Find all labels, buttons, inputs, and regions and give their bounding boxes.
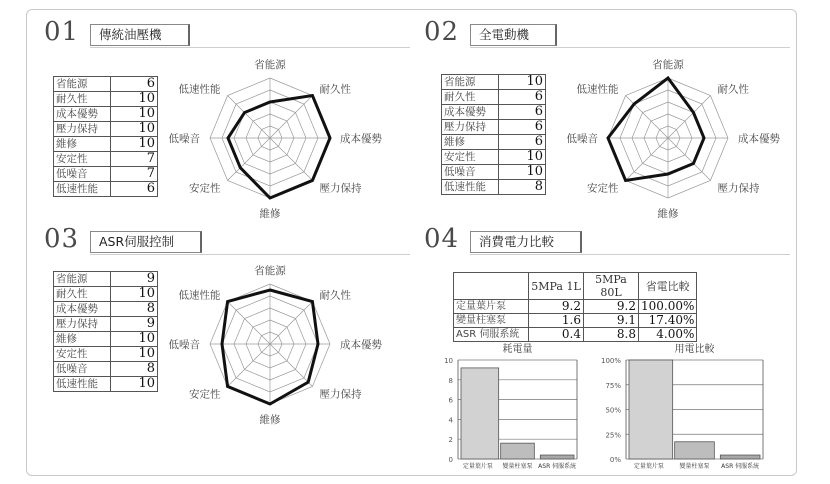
divider bbox=[470, 47, 790, 48]
table-row bbox=[454, 328, 697, 342]
table-row bbox=[454, 300, 697, 314]
bar bbox=[501, 443, 535, 459]
score-value: 7 bbox=[111, 167, 158, 182]
radar-chart-asr bbox=[168, 262, 382, 426]
cell-value: 9.2 bbox=[584, 300, 639, 314]
criterion-label: 耐久性 bbox=[442, 90, 499, 105]
axis-label: 耐久性 bbox=[319, 289, 351, 302]
section-number: 03 bbox=[44, 224, 80, 254]
score-row bbox=[442, 165, 546, 180]
section-title: 傳統油壓機 bbox=[90, 24, 190, 46]
tick-label: 75% bbox=[605, 381, 621, 390]
axis-label: 成本優勢 bbox=[340, 133, 382, 145]
score-table-electric bbox=[441, 74, 546, 195]
score-value: 10 bbox=[111, 92, 158, 107]
category-label: 變量柱塞泵 bbox=[502, 463, 533, 470]
axis-label: 安定性 bbox=[189, 182, 221, 195]
column-header: 省電比較 bbox=[639, 273, 697, 300]
score-row bbox=[442, 120, 546, 135]
cell-value: 9.2 bbox=[529, 300, 584, 314]
criterion-label: 維修 bbox=[442, 135, 499, 150]
divider bbox=[90, 47, 410, 48]
axis-label: 耐久性 bbox=[717, 83, 749, 96]
criterion-label: 安定性 bbox=[442, 150, 499, 165]
bar bbox=[540, 455, 574, 459]
score-value: 10 bbox=[499, 150, 546, 165]
score-row bbox=[54, 362, 158, 377]
row-label: 定量葉片泵 bbox=[454, 300, 529, 314]
criterion-label: 省能源 bbox=[54, 272, 111, 287]
score-row bbox=[54, 122, 158, 137]
criterion-label: 成本優勢 bbox=[54, 107, 111, 122]
score-row bbox=[54, 272, 158, 287]
axis-label: 低噪音 bbox=[168, 339, 200, 351]
criterion-label: 耐久性 bbox=[54, 287, 111, 302]
score-table-asr bbox=[53, 271, 158, 392]
chart-title: 耗電量 bbox=[502, 344, 533, 355]
score-row bbox=[54, 287, 158, 302]
radar-chart-electric bbox=[558, 59, 780, 220]
score-value: 8 bbox=[111, 302, 158, 317]
axis-label: 壓力保持 bbox=[319, 182, 362, 195]
score-row bbox=[442, 180, 546, 195]
score-value: 6 bbox=[499, 105, 546, 120]
cell-value: 8.8 bbox=[584, 328, 639, 342]
score-row bbox=[54, 137, 158, 152]
bar-chart-consumption bbox=[440, 342, 590, 472]
score-row bbox=[54, 167, 158, 182]
axis-label: 維修 bbox=[259, 208, 281, 220]
axis-label: 成本優勢 bbox=[340, 339, 382, 351]
axis-label: 省能源 bbox=[652, 59, 684, 71]
score-value: 8 bbox=[499, 180, 546, 195]
tick-label: 4 bbox=[448, 416, 453, 425]
score-value: 9 bbox=[111, 317, 158, 332]
axis-label: 低速性能 bbox=[576, 83, 619, 96]
column-header: 5MPa 1L bbox=[529, 273, 584, 300]
header-corner bbox=[454, 273, 529, 300]
axis-label: 壓力保持 bbox=[717, 182, 760, 195]
score-value: 10 bbox=[111, 377, 158, 392]
criterion-label: 低速性能 bbox=[54, 377, 111, 392]
bar bbox=[629, 360, 673, 459]
score-row bbox=[442, 135, 546, 150]
divider bbox=[470, 254, 790, 255]
score-value: 10 bbox=[111, 332, 158, 347]
criterion-label: 壓力保持 bbox=[442, 120, 499, 135]
tick-label: 2 bbox=[448, 436, 453, 445]
score-row bbox=[54, 347, 158, 362]
score-value: 6 bbox=[499, 135, 546, 150]
score-value: 10 bbox=[499, 165, 546, 180]
cell-value: 1.6 bbox=[529, 314, 584, 328]
bar bbox=[720, 455, 760, 459]
score-value: 10 bbox=[499, 75, 546, 90]
criterion-label: 維修 bbox=[54, 332, 111, 347]
axis-label: 省能源 bbox=[254, 59, 286, 71]
criterion-label: 成本優勢 bbox=[54, 302, 111, 317]
criterion-label: 低速性能 bbox=[442, 180, 499, 195]
divider bbox=[90, 254, 410, 255]
criterion-label: 低速性能 bbox=[54, 182, 111, 197]
score-row bbox=[54, 182, 158, 197]
tick-label: 8 bbox=[448, 376, 453, 385]
criterion-label: 低噪音 bbox=[54, 167, 111, 182]
score-value: 7 bbox=[111, 152, 158, 167]
tick-label: 50% bbox=[605, 406, 621, 415]
score-value: 6 bbox=[111, 77, 158, 92]
score-row bbox=[54, 317, 158, 332]
score-value: 10 bbox=[111, 287, 158, 302]
cell-value: 9.1 bbox=[584, 314, 639, 328]
cell-value: 4.00% bbox=[639, 328, 697, 342]
score-row bbox=[54, 77, 158, 92]
score-row bbox=[54, 92, 158, 107]
axis-label: 安定性 bbox=[189, 388, 221, 401]
tick-label: 10 bbox=[444, 357, 453, 365]
axis-label: 壓力保持 bbox=[319, 388, 362, 401]
bar bbox=[675, 442, 715, 459]
score-row bbox=[442, 90, 546, 105]
score-value: 10 bbox=[111, 122, 158, 137]
section-title: ASR伺服控制 bbox=[90, 231, 202, 253]
axis-label: 低噪音 bbox=[566, 133, 598, 145]
table-header bbox=[454, 273, 697, 300]
section-number: 02 bbox=[424, 17, 460, 47]
criterion-label: 壓力保持 bbox=[54, 317, 111, 332]
table-row bbox=[454, 314, 697, 328]
category-label: 定量葉片泵 bbox=[633, 463, 664, 470]
score-value: 9 bbox=[111, 272, 158, 287]
bar-chart-ratio bbox=[590, 342, 770, 472]
chart-title: 用電比較 bbox=[674, 344, 715, 355]
tick-label: 25% bbox=[605, 431, 621, 440]
tick-label: 0 bbox=[448, 456, 453, 464]
column-header: 5MPa 80L bbox=[584, 273, 639, 300]
axis-label: 低速性能 bbox=[178, 83, 221, 96]
cell-value: 17.40% bbox=[639, 314, 697, 328]
criterion-label: 低噪音 bbox=[442, 165, 499, 180]
score-value: 6 bbox=[111, 182, 158, 197]
section-title: 消費電力比較 bbox=[470, 231, 582, 253]
score-row bbox=[442, 150, 546, 165]
tick-label: 100% bbox=[600, 357, 621, 365]
score-value: 10 bbox=[111, 137, 158, 152]
score-table-hydraulic bbox=[53, 76, 158, 197]
axis-label: 維修 bbox=[657, 208, 679, 220]
tick-label: 6 bbox=[448, 396, 453, 405]
score-row bbox=[54, 107, 158, 122]
score-value: 10 bbox=[111, 107, 158, 122]
score-value: 10 bbox=[111, 347, 158, 362]
radar-chart-hydraulic bbox=[168, 59, 382, 220]
category-label: 定量葉片泵 bbox=[462, 463, 493, 470]
criterion-label: 省能源 bbox=[54, 77, 111, 92]
score-row bbox=[442, 75, 546, 90]
axis-label: 成本優勢 bbox=[738, 133, 780, 145]
criterion-label: 安定性 bbox=[54, 347, 111, 362]
criterion-label: 省能源 bbox=[442, 75, 499, 90]
criterion-label: 耐久性 bbox=[54, 92, 111, 107]
score-value: 8 bbox=[111, 362, 158, 377]
criterion-label: 低噪音 bbox=[54, 362, 111, 377]
criterion-label: 安定性 bbox=[54, 152, 111, 167]
score-row bbox=[54, 377, 158, 392]
axis-label: 安定性 bbox=[587, 182, 619, 195]
section-number: 04 bbox=[424, 224, 460, 254]
score-value: 6 bbox=[499, 90, 546, 105]
cell-value: 0.4 bbox=[529, 328, 584, 342]
row-label: ASR 伺服系統 bbox=[454, 328, 529, 342]
score-value: 6 bbox=[499, 120, 546, 135]
criterion-label: 壓力保持 bbox=[54, 122, 111, 137]
tick-label: 0% bbox=[609, 456, 621, 464]
section-title: 全電動機 bbox=[470, 24, 557, 46]
cell-value: 100.00% bbox=[639, 300, 697, 314]
category-label: ASR 伺服系統 bbox=[538, 463, 577, 470]
axis-label: 維修 bbox=[259, 414, 281, 426]
axis-label: 省能源 bbox=[254, 265, 286, 277]
score-row bbox=[54, 332, 158, 347]
score-polygon bbox=[608, 78, 704, 180]
score-row bbox=[442, 105, 546, 120]
axis-label: 低速性能 bbox=[178, 289, 221, 302]
row-label: 變量柱塞泵 bbox=[454, 314, 529, 328]
score-row bbox=[54, 302, 158, 317]
score-row bbox=[54, 152, 158, 167]
criterion-label: 成本優勢 bbox=[442, 105, 499, 120]
criterion-label: 維修 bbox=[54, 137, 111, 152]
axis-label: 耐久性 bbox=[319, 83, 351, 96]
category-label: ASR 伺服系統 bbox=[721, 463, 760, 470]
bar bbox=[461, 368, 499, 459]
axis-label: 低噪音 bbox=[168, 133, 200, 145]
category-label: 變量柱塞泵 bbox=[679, 463, 710, 470]
consumption-table bbox=[453, 272, 697, 342]
section-number: 01 bbox=[44, 17, 80, 47]
